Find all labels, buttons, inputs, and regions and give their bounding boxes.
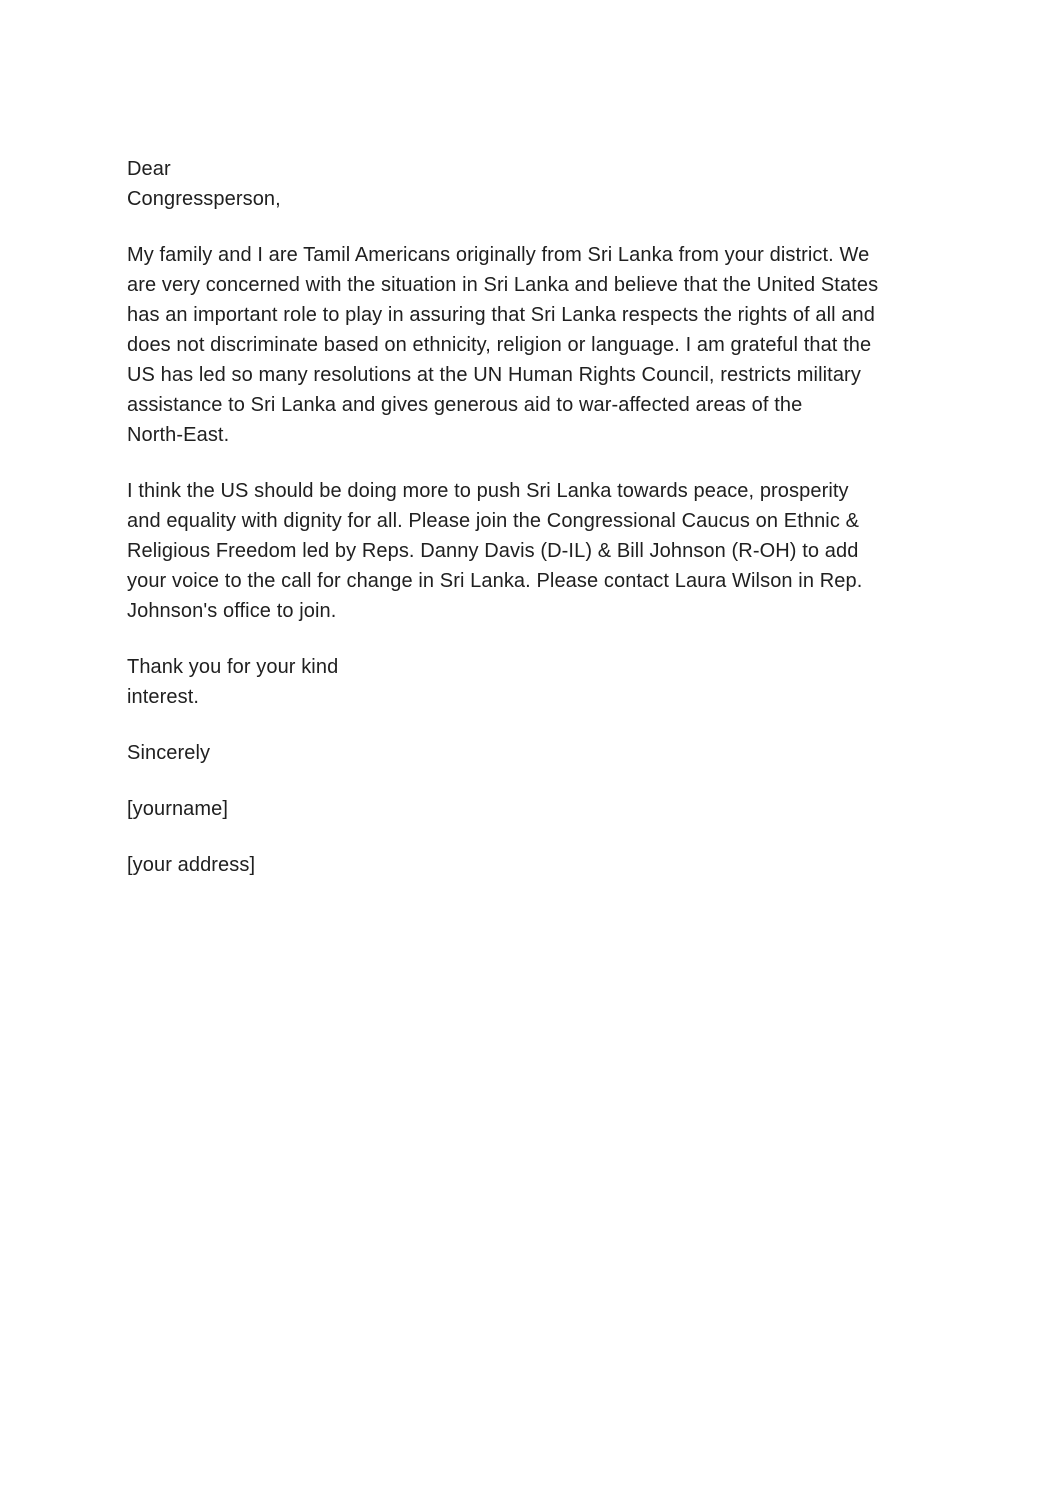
text-line: interest. [127,686,200,708]
text-line: are very concerned with the situation in Sri Lanka and believe that the United States [127,274,879,296]
text-line: your voice to the call for change in Sri Lanka. Please contact Laura Wilson in Rep. [127,570,863,592]
paragraph-2 [127,476,937,626]
address-placeholder [127,850,937,880]
text-line: I think the US should be doing more to push Sri Lanka towards peace, prosperity [127,480,849,502]
text-line: Congressperson, [127,188,281,210]
text-line: Thank you for your kind [127,656,339,678]
text-line: North-East. [127,424,230,446]
closing-thanks [127,652,937,712]
text-line: [your address] [127,854,256,876]
text-line: Sincerely [127,742,211,764]
salutation [127,154,937,214]
text-line: Dear [127,158,171,180]
text-line: My family and I are Tamil Americans originally from Sri Lanka from your district. We [127,244,870,266]
text-line: and equality with dignity for all. Please join the Congressional Caucus on Ethnic & [127,510,860,532]
name-placeholder [127,794,937,824]
letter-body [127,154,937,880]
paragraph-1 [127,240,937,450]
signoff [127,738,937,768]
text-line: Religious Freedom led by Reps. Danny Davis (D-IL) & Bill Johnson (R-OH) to add [127,540,859,562]
text-line: does not discriminate based on ethnicity, religion or language. I am grateful that the [127,334,872,356]
text-line: has an important role to play in assuring that Sri Lanka respects the rights of all and [127,304,875,326]
text-line: Johnson's office to join. [127,600,337,622]
text-line: US has led so many resolutions at the UN Human Rights Council, restricts military [127,364,861,386]
text-line: [yourname] [127,798,229,820]
text-line: assistance to Sri Lanka and gives generous aid to war-affected areas of the [127,394,803,416]
